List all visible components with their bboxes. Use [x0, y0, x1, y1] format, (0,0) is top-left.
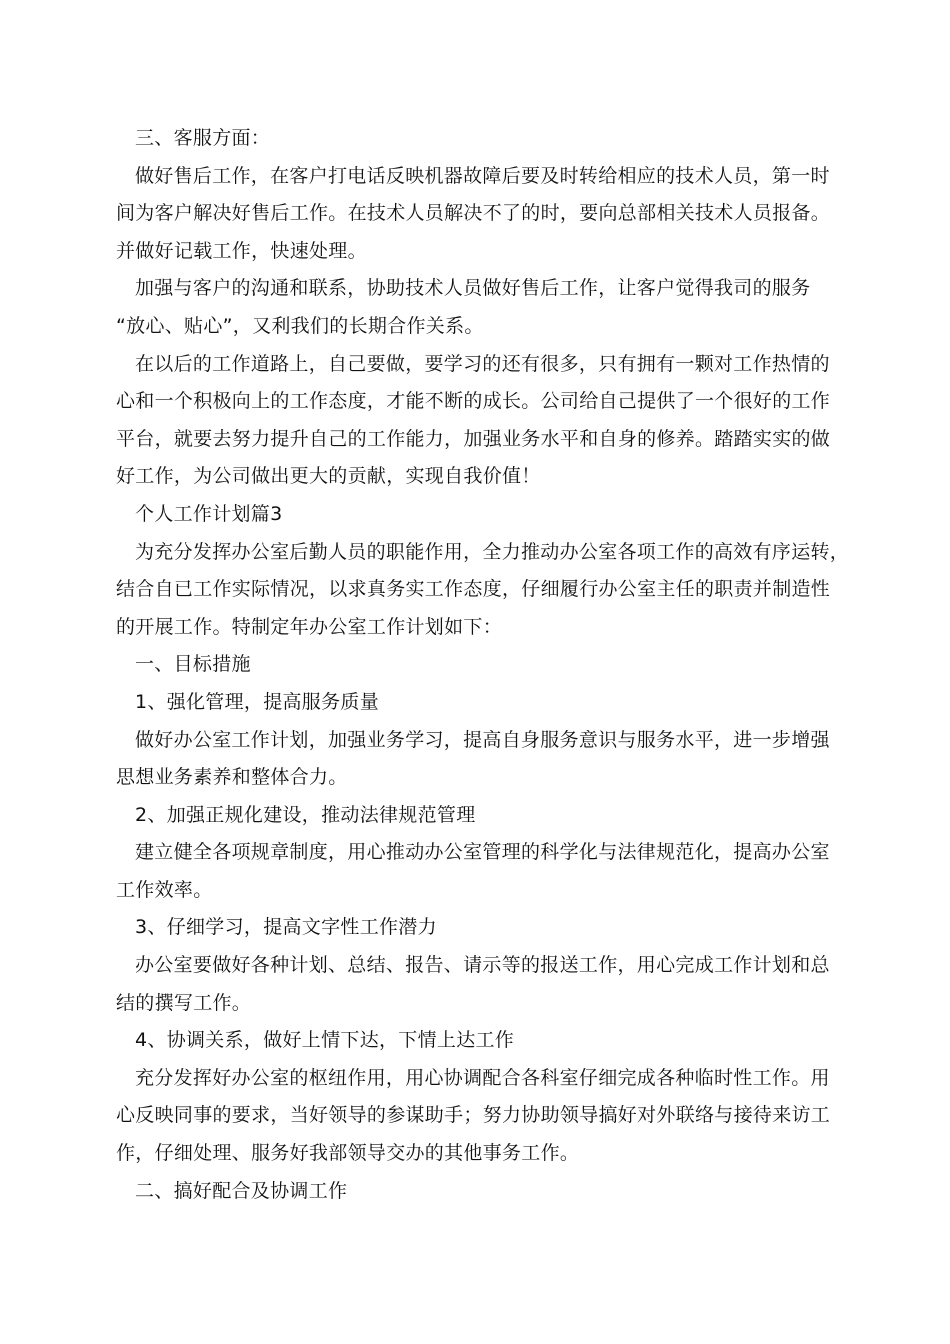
text-line: 心反映同事的要求，当好领导的参谋助手；努力协助领导搞好对外联络与接待来访工: [116, 1104, 831, 1127]
text-line: 做好办公室工作计划，加强业务学习，提高自身服务意识与服务水平，进一步增强: [135, 728, 830, 751]
text-line: 充分发挥好办公室的枢纽作用，用心协调配合各科室仔细完成各种临时性工作。用: [135, 1066, 830, 1089]
text-line: 建立健全各项规章制度，用心推动办公室管理的科学化与法律规范化，提高办公室: [135, 841, 830, 864]
text-line: 3、仔细学习，提高文字性工作潜力: [135, 916, 437, 939]
text-line: 思想业务素养和整体合力。: [116, 766, 348, 789]
text-line: 结的撰写工作。: [116, 991, 252, 1014]
document-body: [116, 120, 850, 1210]
text-line: 好工作，为公司做出更大的贡献，实现自我价值！: [116, 465, 541, 488]
text-line: 个人工作计划篇3: [135, 502, 283, 525]
text-line: 做好售后工作，在客户打电话反映机器故障后要及时转给相应的技术人员，第一时: [135, 164, 830, 187]
text-line: 加强与客户的沟通和联系，协助技术人员做好售后工作，让客户觉得我司的服务: [135, 277, 811, 300]
text-line: 结合自已工作实际情况，以求真务实工作态度，仔细履行办公室主任的职责并制造性: [116, 578, 831, 601]
text-line: 在以后的工作道路上，自己要做，要学习的还有很多，只有拥有一颗对工作热情的: [135, 352, 830, 375]
text-line: 间为客户解决好售后工作。在技术人员解决不了的时，要向总部相关技术人员报备。: [116, 202, 831, 225]
text-line: 4、协调关系，做好上情下达，下情上达工作: [135, 1029, 515, 1052]
text-line: “放心、贴心”，又利我们的长期合作关系。: [116, 314, 484, 337]
text-line: 的开展工作。特制定年办公室工作计划如下：: [116, 615, 503, 638]
text-line: 二、搞好配合及协调工作: [135, 1179, 348, 1202]
text-line: 2、加强正规化建设，推动法律规范管理: [135, 803, 476, 826]
text-line: 一、目标措施: [135, 653, 251, 676]
text-line: 作，仔细处理、服务好我部领导交办的其他事务工作。: [116, 1142, 580, 1165]
text-line: 心和一个积极向上的工作态度，才能不断的成长。公司给自己提供了一个很好的工作: [116, 390, 831, 413]
text-line: 平台，就要去努力提升自己的工作能力，加强业务水平和自身的修养。踏踏实实的做: [116, 427, 831, 450]
text-line: 1、强化管理，提高服务质量: [135, 690, 379, 713]
text-line: 并做好记载工作，快速处理。: [116, 239, 367, 262]
text-line: 为充分发挥办公室后勤人员的职能作用，全力推动办公室各项工作的高效有序运转，: [135, 540, 850, 563]
text-line: 办公室要做好各种计划、总结、报告、请示等的报送工作，用心完成工作计划和总: [135, 954, 830, 977]
text-line: 工作效率。: [116, 878, 213, 901]
text-line: 三、客服方面：: [135, 127, 271, 149]
